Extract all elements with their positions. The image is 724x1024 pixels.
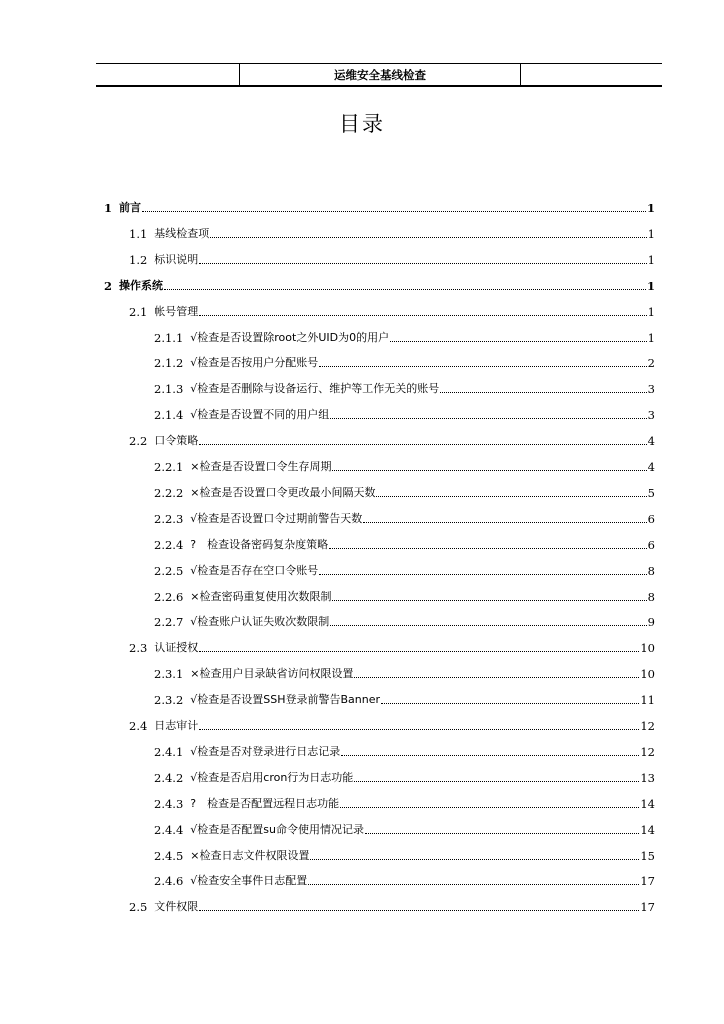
toc-dot-leader [340, 807, 639, 808]
toc-entry-text: 操作系统 [119, 278, 164, 292]
toc-entry-text: √检查是否配置su命令使用情况记录 [190, 822, 364, 836]
toc-entry-text: √检查是否设置SSH登录前警告Banner [190, 693, 381, 707]
toc-entry-text: ×检查密码重复使用次数限制 [190, 589, 332, 603]
toc-entry-number: 2.1.3 [154, 382, 184, 397]
toc-entry-number: 2.1.2 [154, 356, 184, 371]
toc-entry-number: 2.4.1 [154, 744, 184, 759]
toc-dot-leader [199, 729, 639, 730]
toc-entry-text: √检查是否设置口令过期前警告天数 [190, 511, 363, 525]
toc-entry-text: √检查是否设置除root之外UID为0的用户 [190, 330, 390, 344]
toc-entry[interactable] [129, 430, 655, 448]
toc-entry-text: √检查账户认证失败次数限制 [190, 615, 330, 629]
toc-dot-leader [329, 548, 647, 549]
toc-entry-number: 2.2.5 [154, 563, 184, 578]
toc-entry[interactable] [129, 637, 655, 655]
toc-entry-number: 1 [104, 201, 113, 215]
toc-dot-leader [440, 392, 646, 393]
toc-entry[interactable] [154, 378, 655, 396]
toc-dot-leader [319, 366, 646, 367]
toc-entry-number: 2.2.6 [154, 589, 184, 604]
toc-entry-text: √检查安全事件日志配置 [190, 874, 308, 888]
toc-entry-number: 2.2.1 [154, 460, 184, 474]
toc-entry[interactable] [154, 508, 655, 526]
toc-entry-page: 11 [640, 693, 655, 708]
toc-entry[interactable] [154, 456, 655, 474]
toc-dot-leader [199, 651, 639, 652]
toc-entry[interactable] [154, 352, 655, 370]
toc-entry[interactable] [129, 301, 655, 319]
toc-entry[interactable] [104, 275, 655, 293]
toc-dot-leader [199, 910, 639, 911]
toc-entry-number: 2.4.6 [154, 874, 184, 889]
toc-entry-text: 前言 [119, 201, 142, 214]
toc-entry-page: 1 [647, 330, 655, 345]
toc-entry-number: 2.4 [129, 719, 148, 733]
toc-entry-page: 10 [640, 667, 655, 682]
toc-entry-number: 2.5 [129, 900, 148, 915]
toc-dot-leader [363, 522, 646, 523]
toc-entry-number: 2.4.3 [154, 796, 184, 811]
toc-entry[interactable] [129, 223, 655, 241]
toc-entry-number: 2.2.4 [154, 537, 184, 552]
toc-entry-page: 13 [640, 770, 655, 785]
toc-entry-text: ×检查是否设置口令更改最小间隔天数 [190, 485, 376, 499]
toc-entry-text: √检查是否存在空口令账号 [190, 563, 319, 577]
toc-entry-page: 6 [647, 537, 655, 552]
toc-entry-page: 12 [640, 719, 655, 733]
toc-entry-page: 3 [647, 408, 655, 423]
toc-dot-leader [332, 600, 646, 601]
toc-dot-leader [354, 781, 639, 782]
toc-entry[interactable] [104, 197, 655, 215]
toc-dot-leader [332, 470, 646, 471]
header-title: 运维安全基线检查 [240, 64, 521, 85]
toc-entry-number: 2 [104, 278, 113, 293]
toc-entry-number: 2.3.2 [154, 693, 184, 708]
toc-entry-page: 17 [640, 874, 655, 889]
toc-entry[interactable] [154, 560, 655, 578]
toc-entry-page: 4 [647, 460, 655, 474]
toc-entry-page: 15 [640, 848, 655, 863]
toc-entry[interactable] [154, 611, 655, 629]
toc-entry[interactable] [154, 534, 655, 552]
toc-entry-page: 6 [647, 511, 655, 526]
toc-dot-leader [376, 496, 646, 497]
toc-entry[interactable] [154, 482, 655, 500]
toc-entry[interactable] [154, 327, 655, 345]
toc-entry[interactable] [154, 845, 655, 863]
toc-entry-number: 2.1.4 [154, 408, 184, 423]
toc-entry-number: 2.1 [129, 304, 148, 319]
toc-entry-text: √检查是否设置不同的用户组 [190, 408, 330, 422]
toc-entry-number: 2.3.1 [154, 667, 184, 682]
toc-entry-text: ? 检查是否配置远程日志功能 [190, 796, 340, 810]
toc-entry[interactable] [154, 870, 655, 888]
toc-entry-text: ×检查是否设置口令生存周期 [190, 460, 332, 473]
toc-entry-page: 17 [640, 900, 655, 915]
toc-entry-number: 2.4.5 [154, 848, 184, 863]
toc-entry-text: ×检查日志文件权限设置 [190, 848, 310, 862]
toc-entry[interactable] [154, 767, 655, 785]
toc-entry-page: 14 [640, 796, 655, 811]
toc-entry-number: 2.4.4 [154, 822, 184, 837]
toc-entry-number: 2.4.2 [154, 770, 184, 785]
toc-entry[interactable] [129, 896, 655, 914]
toc-dot-leader [381, 703, 639, 704]
toc-entry-text: √检查是否启用cron行为日志功能 [190, 770, 354, 784]
toc-dot-leader [330, 625, 646, 626]
toc-dot-leader [390, 341, 647, 342]
toc-entry[interactable] [154, 689, 655, 707]
toc-title: 目录 [339, 112, 385, 136]
toc-entry-number: 2.2.7 [154, 615, 184, 630]
toc-entry-page: 1 [647, 304, 655, 319]
toc-dot-leader [330, 418, 646, 419]
toc-entry-text: ? 检查设备密码复杂度策略 [190, 537, 329, 551]
toc-entry[interactable] [154, 586, 655, 604]
toc-entry-text: √检查是否删除与设备运行、维护等工作无关的账号 [190, 382, 440, 396]
toc-dot-leader [310, 859, 639, 860]
toc-entry-page: 10 [640, 641, 655, 656]
toc-entry-text: 基线检查项 [154, 226, 210, 240]
toc-entry-text: ×检查用户目录缺省访问权限设置 [190, 667, 354, 681]
toc-entry[interactable] [154, 819, 655, 837]
toc-entry-number: 2.3 [129, 641, 148, 656]
toc-entry-text: 帐号管理 [154, 304, 199, 318]
toc-entry-number: 2.2 [129, 434, 148, 449]
toc-dot-leader [164, 289, 646, 290]
toc-entry-text: 口令策略 [154, 434, 199, 448]
toc-entry[interactable] [129, 715, 655, 733]
toc-dot-leader [319, 574, 646, 575]
toc-entry-page: 12 [640, 744, 655, 759]
toc-entry-number: 2.2.2 [154, 485, 184, 500]
toc-entry-page: 5 [647, 485, 655, 500]
toc-entry-page: 8 [647, 589, 655, 604]
toc-entry-text: 文件权限 [154, 900, 199, 914]
toc-entry[interactable] [154, 793, 655, 811]
toc-dot-leader [199, 263, 646, 264]
toc-entry-page: 3 [647, 382, 655, 397]
toc-entry-page: 1 [647, 252, 655, 267]
toc-dot-leader [199, 444, 646, 445]
toc-entry-page: 1 [646, 278, 655, 293]
toc-entry[interactable] [154, 663, 655, 681]
toc-entry-number: 2.2.3 [154, 511, 184, 526]
toc-entry-number: 2.1.1 [154, 330, 184, 345]
toc-dot-leader [199, 315, 646, 316]
toc-entry-number: 1.2 [129, 252, 148, 267]
toc-entry-text: 日志审计 [154, 719, 199, 732]
toc-dot-leader [210, 237, 646, 238]
toc-entry-page: 14 [640, 822, 655, 837]
toc-entry-page: 8 [647, 563, 655, 578]
toc-entry-text: 标识说明 [154, 252, 199, 266]
toc-entry-page: 1 [647, 226, 655, 241]
toc-entry-text: 认证授权 [154, 641, 199, 655]
toc-entry-page: 2 [647, 356, 655, 371]
toc-entry[interactable] [154, 741, 655, 759]
toc-dot-leader [142, 211, 646, 212]
toc-entry[interactable] [154, 404, 655, 422]
toc-dot-leader [308, 884, 639, 885]
toc-dot-leader [365, 833, 639, 834]
toc-entry-page: 1 [646, 201, 655, 215]
toc-entry-page: 4 [647, 434, 655, 449]
toc-dot-leader [341, 755, 639, 756]
toc-dot-leader [354, 677, 639, 678]
toc-entry-text: √检查是否对登录进行日志记录 [190, 744, 341, 758]
toc-entry-number: 1.1 [129, 226, 148, 241]
toc-entry[interactable] [129, 249, 655, 267]
toc-entry-page: 9 [647, 615, 655, 630]
toc-entry-text: √检查是否按用户分配账号 [190, 356, 319, 370]
